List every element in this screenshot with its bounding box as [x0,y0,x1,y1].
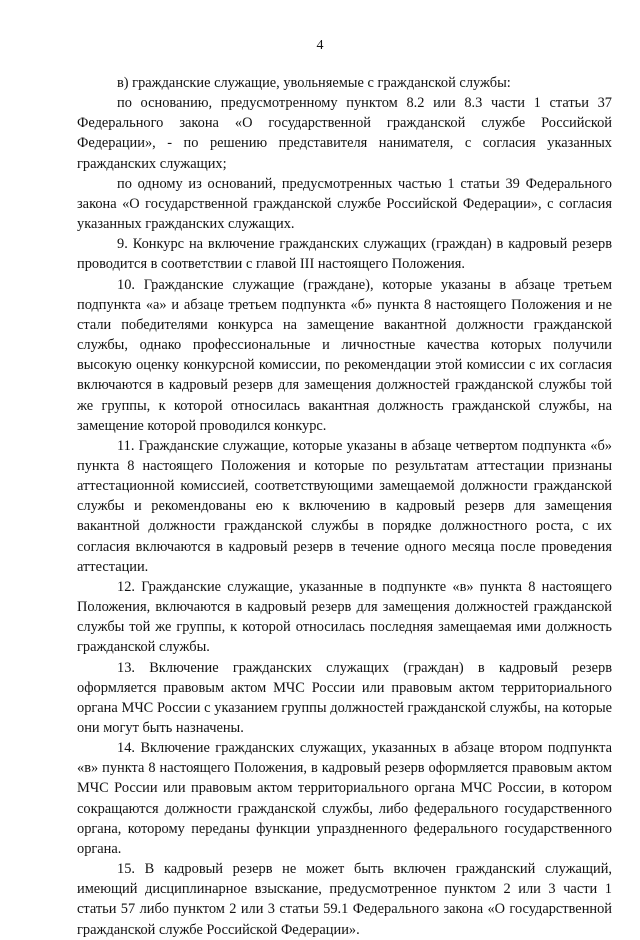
paragraph-basis-8-2: по основанию, предусмотренному пунктом 8.2 или 8.3 части 1 статьи 37 Федерального закона «О государственной гражданской службе Российской Федерации», - по решению представителя нанимателя, с согласия указанных гражданских служащих; [77,95,612,172]
paragraph-item-10: 10. Гражданские служащие (граждане), которые указаны в абзаце третьем подпункта «а» и абзаце третьем подпункта «б» пункта 8 настоящего Положения и не стали победителями конкурса на замещение вакантной должности гражданской службы, однако профессиональные и личностные качества которых получили высокую оценку конкурсной комиссии, по рекомендации этой комиссии с их согласия включаются в кадровый резерв для замещения должностей гражданской службы той же группы, к которой относилась вакантная должность гражданской службы, на замещение которой проводился конкурс. [77,276,612,434]
paragraph-item-15: 15. В кадровый резерв не может быть включен гражданский служащий, имеющий дисциплинарное взыскание, предусмотренное пунктом 2 или 3 части 1 статьи 57 либо пунктом 2 или 3 статьи 59.1 Федерального закона «О государственной гражданской службе Российской Федерации». [77,861,612,938]
paragraph-item-9: 9. Конкурс на включение гражданских служащих (граждан) в кадровый резерв проводится в соответствии с главой III настоящего Положения. [77,236,612,273]
page-number: 4 [316,38,324,53]
paragraph-item-13: 13. Включение гражданских служащих (граждан) в кадровый резерв оформляется правовым актом МЧС России или правовым актом территориального органа МЧС России с указанием группы должностей гражданской службы, на которые они могут быть назначены. [77,659,612,736]
paragraph-item-12: 12. Гражданские служащие, указанные в подпункте «в» пункта 8 настоящего Положения, включаются в кадровый резерв для замещения должностей гражданской службы той же группы, к которой относилась последняя замещаемая ими должность гражданской службы. [77,578,612,656]
paragraph-item-11: 11. Гражданские служащие, которые указаны в абзаце четвертом подпункта «б» пункта 8 настоящего Положения и которые по результатам аттестации признаны аттестационной комиссией, соответствующими замещаемой должности гражданской службы и рекомендованы ею к включению в кадровый резерв для замещения вакантной должности гражданской службы в порядке должностного роста, с их согласия включаются в кадровый резерв в течение одного месяца после проведения аттестации. [77,437,612,575]
paragraph-item-14: 14. Включение гражданских служащих, указанных в абзаце втором подпункта «в» пункта 8 настоящего Положения, в кадровый резерв оформляется правовым актом МЧС России или правовым актом территориального органа МЧС России, в котором сокращаются должности гражданской службы, либо федерального государственного органа, которому переданы функции упраздненного федерального государственного органа. [77,740,612,857]
paragraph-subpoint-v: в) гражданские служащие, увольняемые с гражданской службы: [117,75,511,91]
document-body [77,73,612,940]
paragraph-basis-39: по одному из оснований, предусмотренных частью 1 статьи 39 Федерального закона «О государственной гражданской службе Российской Федерации», с согласия указанных гражданских служащих. [77,175,612,233]
